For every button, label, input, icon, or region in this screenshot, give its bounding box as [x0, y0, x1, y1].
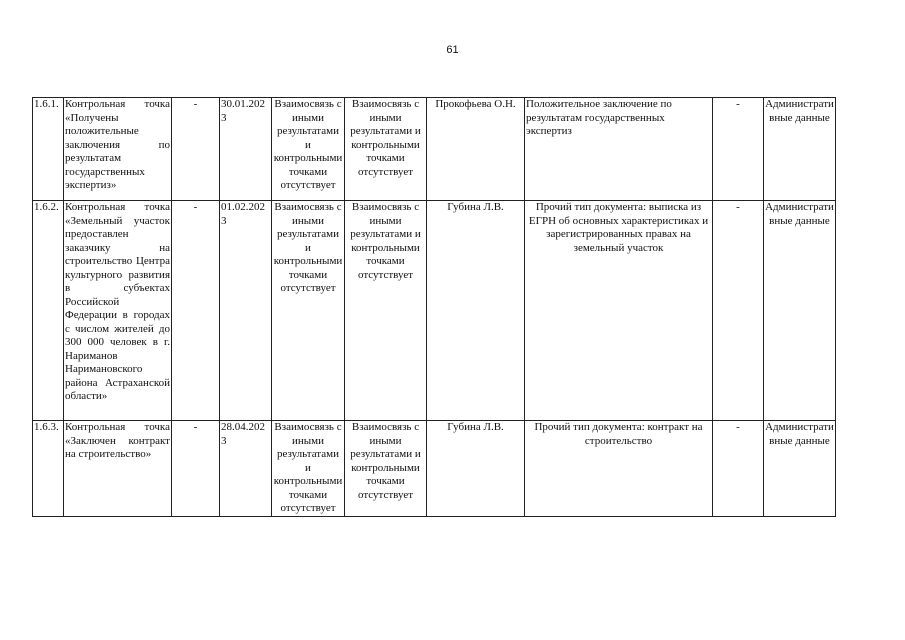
prev-link: Взаимосвязь с иными результатами и контрольными точками отсутствует	[272, 201, 345, 421]
table-row	[33, 201, 836, 421]
responsible-person: Прокофьева О.Н.	[427, 98, 525, 201]
row-number: 1.6.3.	[33, 421, 64, 517]
control-point-name: Контрольная точка «Заключен контракт на строительство»	[64, 421, 172, 517]
document-type: Положительное заключение по результатам государственных экспертиз	[525, 98, 713, 201]
level-value: -	[713, 201, 764, 421]
prev-link: Взаимосвязь с иными результатами и контрольными точками отсутствует	[272, 421, 345, 517]
page-number: 61	[446, 44, 459, 56]
level-value: -	[713, 421, 764, 517]
document-type: Прочий тип документа: контракт на строительство	[525, 421, 713, 517]
document-type: Прочий тип документа: выписка из ЕГРН об основных характеристиках и зарегистрированных правах на земельный участок	[525, 201, 713, 421]
table-row	[33, 98, 836, 201]
level-value: -	[713, 98, 764, 201]
control-point-name: Контрольная точка «Получены положительные заключения по результатам государственных экспертиз»	[64, 98, 172, 201]
control-points-table	[32, 97, 836, 517]
row-number: 1.6.1.	[33, 98, 64, 201]
base-value: -	[172, 98, 220, 201]
info-source: Административные данные	[764, 201, 836, 421]
info-source: Административные данные	[764, 421, 836, 517]
base-value: -	[172, 201, 220, 421]
info-source: Административные данные	[764, 98, 836, 201]
deadline-date: 30.01.2023	[220, 98, 272, 201]
responsible-person: Губина Л.В.	[427, 201, 525, 421]
next-link: Взаимосвязь с иными результатами и контрольными точками отсутствует	[345, 421, 427, 517]
prev-link: Взаимосвязь с иными результатами и контрольными точками отсутствует	[272, 98, 345, 201]
next-link: Взаимосвязь с иными результатами и контрольными точками отсутствует	[345, 98, 427, 201]
deadline-date: 28.04.2023	[220, 421, 272, 517]
table-row	[33, 421, 836, 517]
control-point-name: Контрольная точка «Земельный участок предоставлен заказчику на строительство Центра культурного развития в субъектах Российской Федерации в городах с числом жителей до 300 000 человек в г. Нариманов Наримановского района Астраханской области»	[64, 201, 172, 421]
base-value: -	[172, 421, 220, 517]
next-link: Взаимосвязь с иными результатами и контрольными точками отсутствует	[345, 201, 427, 421]
row-number: 1.6.2.	[33, 201, 64, 421]
responsible-person: Губина Л.В.	[427, 421, 525, 517]
deadline-date: 01.02.2023	[220, 201, 272, 421]
